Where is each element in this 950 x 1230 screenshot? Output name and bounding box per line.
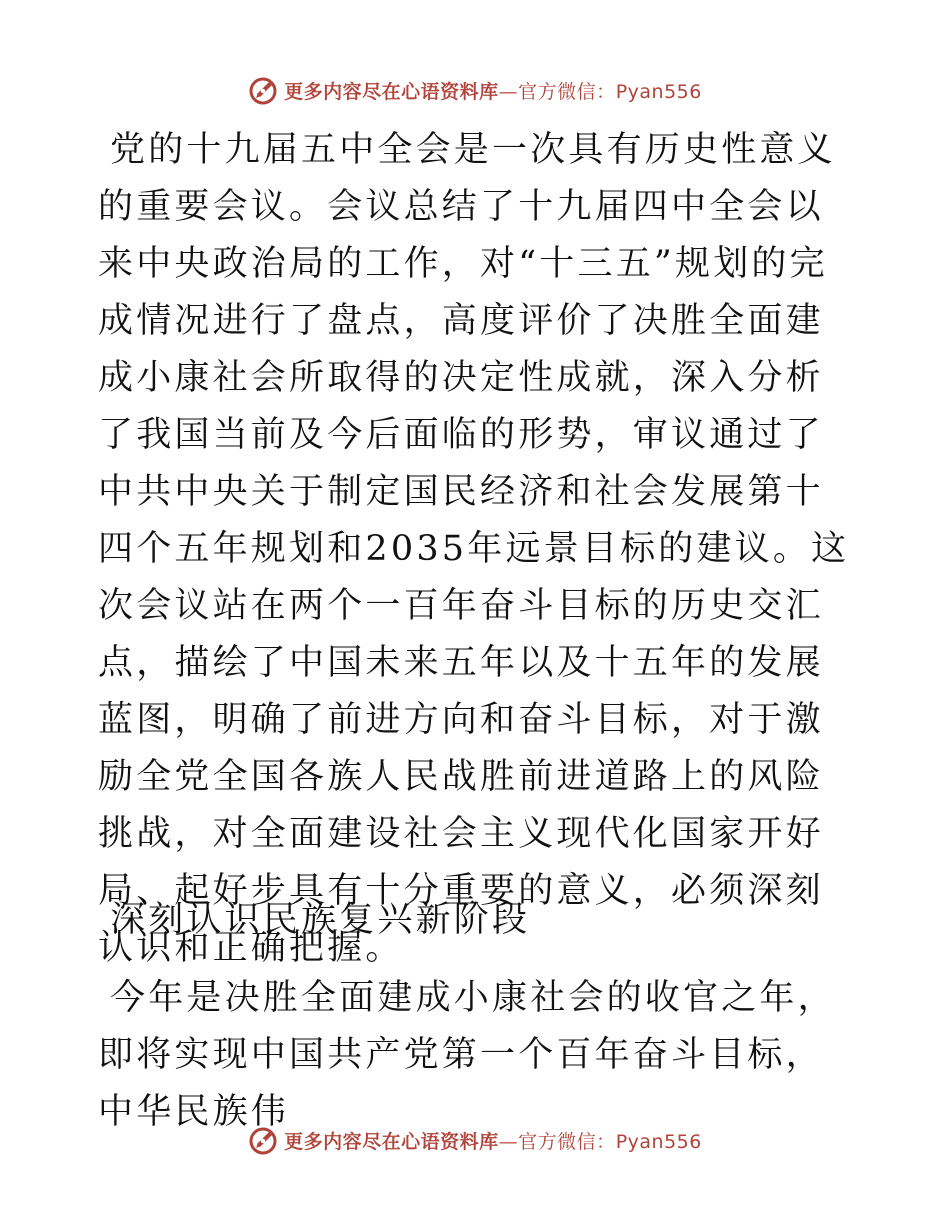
- footer-banner-dash: —: [498, 1130, 519, 1153]
- header-banner-main: 更多内容尽在心语资料库: [284, 80, 499, 103]
- pen-nib-circle-icon: [248, 1125, 278, 1155]
- header-banner-wechat-id: Pyan556: [615, 80, 702, 103]
- footer-banner-text: [284, 1127, 702, 1154]
- footer-banner-main: 更多内容尽在心语资料库: [284, 1130, 499, 1153]
- header-banner-dash: —: [498, 80, 519, 103]
- header-banner-text: [284, 77, 702, 104]
- header-watermark-banner: [0, 70, 950, 110]
- section-heading: 深刻认识民族复兴新阶段: [110, 900, 531, 940]
- pen-nib-circle-icon: [248, 75, 278, 105]
- footer-watermark-banner: [0, 1120, 950, 1160]
- body-paragraph-2: 今年是决胜全面建成小康社会的收官之年，即将实现中国共产党第一个百年奋斗目标，中华民族伟: [98, 978, 836, 1132]
- body-paragraph-1: 党的十九届五中全会是一次具有历史性意义的重要会议。会议总结了十九届四中全会以来中央政治局的工作，对“十三五”规划的完成情况进行了盘点，高度评价了决胜全面建成小康社会所取得的决定性成就，深入分析了我国当前及今后面临的形势，审议通过了中共中央关于制定国民经济和社会发展第十四个五年规划和2035年远景目标的建议。这次会议站在两个一百年奋斗目标的历史交汇点，描绘了中国未来五年以及十五年的发展蓝图，明确了前进方向和奋斗目标，对于激励全党全国各族人民战胜前进道路上的风险挑战，对全面建设社会主义现代化国家开好局、起好步具有十分重要的意义，必须深刻认识和正确把握。: [98, 130, 850, 968]
- header-banner-wechat-label: 官方微信：: [518, 80, 616, 103]
- footer-banner-wechat-id: Pyan556: [615, 1130, 702, 1153]
- footer-banner-wechat-label: 官方微信：: [518, 1130, 616, 1153]
